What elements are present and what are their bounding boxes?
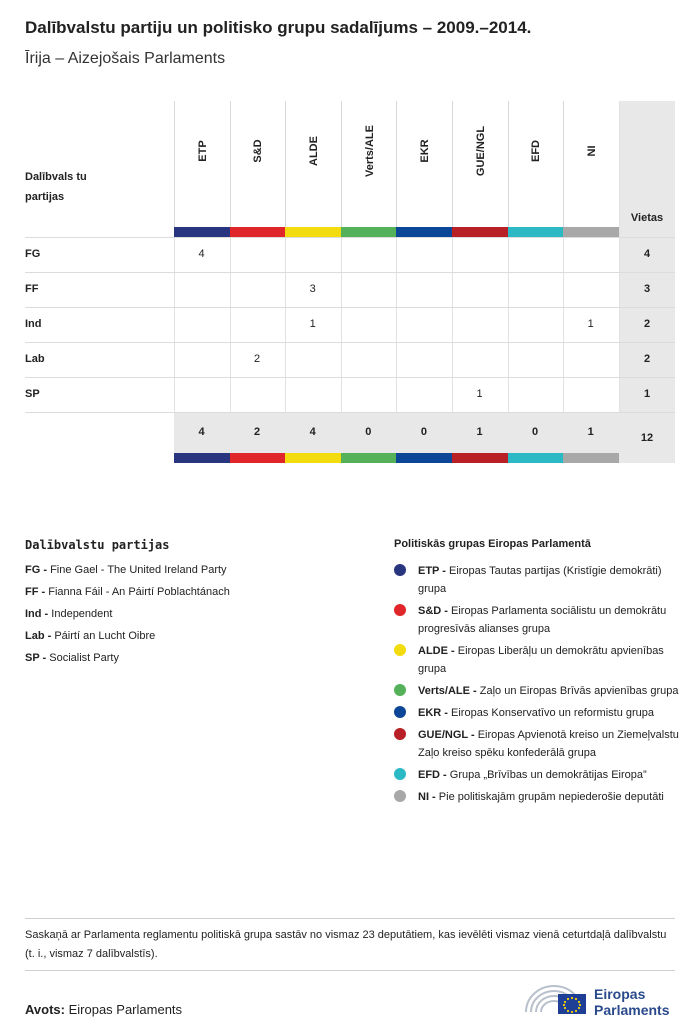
seat-cell bbox=[508, 377, 563, 412]
group-color-bar bbox=[285, 453, 341, 463]
group-color-bar bbox=[563, 453, 619, 463]
row-seat-total: 4 bbox=[643, 248, 651, 260]
group-name: Eiropas Tautas partijas (Kristīgie demokrāti) grupa bbox=[418, 565, 662, 595]
party-abbr: SP - bbox=[25, 652, 47, 664]
party-legend-item bbox=[25, 628, 230, 650]
party-abbr: FG - bbox=[25, 564, 47, 576]
group-abbr: GUE/NGL - bbox=[418, 729, 475, 741]
seat-cell bbox=[174, 307, 229, 342]
group-legend-item bbox=[394, 788, 684, 806]
party-row-label: FG bbox=[25, 248, 41, 260]
group-color-dot-icon bbox=[394, 644, 406, 656]
party-row-label: SP bbox=[25, 388, 40, 400]
divider bbox=[25, 970, 675, 971]
seat-cell bbox=[396, 342, 451, 377]
group-column-header bbox=[396, 101, 453, 227]
seat-cell bbox=[341, 307, 396, 342]
group-abbr: Verts/ALE - bbox=[418, 685, 477, 697]
group-column-header bbox=[452, 101, 509, 227]
group-label: EKR bbox=[419, 139, 432, 163]
group-abbr: ETP - bbox=[418, 565, 446, 577]
distribution-table bbox=[25, 101, 675, 463]
group-column-header bbox=[285, 101, 342, 227]
seat-cell: 1 bbox=[587, 318, 594, 330]
group-total: 1 bbox=[587, 426, 594, 438]
seat-cell bbox=[452, 237, 507, 272]
group-label: GUE/NGL bbox=[474, 125, 487, 177]
rules-note: Saskaņā ar Parlamenta reglamentu politiskā grupa sastāv no vismaz 23 deputātiem, kas ievēlēti vismaz vienā ceturtdaļā dalībvalstu (t. i., vismaz 7 dalībvalstīs). bbox=[25, 929, 667, 960]
source-label: Avots: bbox=[25, 1002, 65, 1017]
group-label: NI bbox=[585, 145, 598, 157]
seat-cell bbox=[563, 377, 618, 412]
row-seat-total: 1 bbox=[643, 388, 651, 400]
group-column-header bbox=[563, 101, 620, 227]
seat-cell bbox=[452, 272, 507, 307]
group-color-bar bbox=[396, 227, 452, 237]
group-label: Verts/ALE bbox=[363, 125, 376, 177]
seat-cell: 2 bbox=[254, 353, 261, 365]
seat-cell bbox=[396, 377, 451, 412]
source-value: Eiropas Parlaments bbox=[68, 1002, 183, 1017]
seats-column-header: Vietas bbox=[630, 212, 664, 224]
group-column-header bbox=[230, 101, 287, 227]
row-seat-total: 2 bbox=[643, 353, 651, 365]
seat-cell bbox=[396, 307, 451, 342]
group-abbr: S&D - bbox=[418, 605, 448, 617]
group-name: Grupa „Brīvības un demokrātijas Eiropa” bbox=[449, 769, 647, 781]
seat-cell bbox=[508, 272, 563, 307]
seat-cell bbox=[341, 377, 396, 412]
group-color-bar bbox=[285, 227, 341, 237]
group-total: 0 bbox=[532, 426, 539, 438]
group-color-dot-icon bbox=[394, 728, 406, 740]
group-color-bar bbox=[508, 453, 564, 463]
group-name: Zaļo un Eiropas Brīvās apvienības grupa bbox=[479, 685, 679, 697]
seat-cell bbox=[285, 237, 340, 272]
seat-cell bbox=[452, 342, 507, 377]
page-subtitle: Īrija – Aizejošais Parlaments bbox=[25, 50, 226, 67]
party-legend-item bbox=[25, 562, 230, 584]
group-label: ETP bbox=[196, 140, 209, 162]
seat-cell bbox=[230, 377, 285, 412]
group-legend-item bbox=[394, 682, 684, 700]
seat-cell bbox=[563, 272, 618, 307]
group-column-header bbox=[508, 101, 565, 227]
group-total: 4 bbox=[198, 426, 205, 438]
seat-cell bbox=[285, 342, 340, 377]
source-line bbox=[25, 1002, 182, 1017]
seat-cell: 4 bbox=[198, 248, 205, 260]
group-abbr: NI - bbox=[418, 791, 436, 803]
party-name: Páirtí an Lucht Oibre bbox=[54, 630, 156, 642]
page-title: Dalībvalstu partiju un politisko grupu sadalījums – 2009.–2014. bbox=[25, 18, 532, 37]
group-name: Eiropas Konservatīvo un reformistu grupa bbox=[451, 707, 655, 719]
group-color-dot-icon bbox=[394, 706, 406, 718]
group-color-bar bbox=[230, 227, 286, 237]
group-color-dot-icon bbox=[394, 604, 406, 616]
group-color-dot-icon bbox=[394, 790, 406, 802]
group-column-header bbox=[341, 101, 398, 227]
group-color-bar bbox=[396, 453, 452, 463]
party-row-label: Lab bbox=[25, 353, 45, 365]
party-row-label: Ind bbox=[25, 318, 42, 330]
group-color-bar bbox=[508, 227, 564, 237]
party-row-label: FF bbox=[25, 283, 39, 295]
group-total: 0 bbox=[420, 426, 427, 438]
group-color-bar bbox=[341, 227, 397, 237]
party-name: Fianna Fáil - An Páirtí Poblachtánach bbox=[48, 586, 230, 598]
group-label: ALDE bbox=[307, 136, 320, 166]
group-color-bar bbox=[230, 453, 286, 463]
seat-cell bbox=[396, 237, 451, 272]
seat-cell bbox=[508, 237, 563, 272]
seat-cell: 1 bbox=[309, 318, 316, 330]
group-abbr: ALDE - bbox=[418, 645, 455, 657]
party-column-header: Dalībvals tu partijas bbox=[25, 171, 87, 203]
seat-cell bbox=[563, 237, 618, 272]
group-abbr: EKR - bbox=[418, 707, 448, 719]
seat-cell bbox=[174, 377, 229, 412]
group-color-bar bbox=[174, 227, 230, 237]
logo-text-line: Eiropas bbox=[594, 986, 646, 1002]
group-legend-item bbox=[394, 704, 684, 722]
party-legend-item bbox=[25, 650, 230, 672]
group-label: S&D bbox=[252, 139, 265, 163]
group-abbr: EFD - bbox=[418, 769, 447, 781]
row-seat-total: 2 bbox=[643, 318, 651, 330]
party-legend-item bbox=[25, 606, 230, 628]
logo-text bbox=[594, 986, 669, 1018]
seat-cell bbox=[508, 307, 563, 342]
party-name: Fine Gael - The United Ireland Party bbox=[50, 564, 227, 576]
group-legend-item bbox=[394, 726, 684, 762]
seat-cell bbox=[452, 307, 507, 342]
group-legend-item bbox=[394, 602, 684, 638]
group-name: Eiropas Liberāļu un demokrātu apvienības grupa bbox=[418, 645, 664, 675]
european-parliament-logo bbox=[522, 978, 682, 1022]
seat-cell bbox=[341, 342, 396, 377]
group-legend bbox=[394, 562, 684, 810]
group-label: EFD bbox=[530, 140, 543, 162]
group-column-header bbox=[174, 101, 231, 227]
seat-cell bbox=[508, 342, 563, 377]
seat-cell bbox=[341, 237, 396, 272]
seat-cell: 1 bbox=[476, 388, 483, 400]
group-color-bar bbox=[452, 453, 508, 463]
party-abbr: Ind - bbox=[25, 608, 49, 620]
group-legend-item bbox=[394, 642, 684, 678]
group-legend-title: Politiskās grupas Eiropas Parlamentā bbox=[394, 538, 591, 550]
party-abbr: Lab - bbox=[25, 630, 52, 642]
seat-cell bbox=[563, 342, 618, 377]
group-color-bar bbox=[563, 227, 619, 237]
logo-text-line: Parlaments bbox=[594, 1002, 670, 1018]
group-color-dot-icon bbox=[394, 768, 406, 780]
seat-cell bbox=[396, 272, 451, 307]
party-legend-item bbox=[25, 584, 230, 606]
seat-cell bbox=[341, 272, 396, 307]
row-seat-total: 3 bbox=[643, 283, 651, 295]
party-legend bbox=[25, 562, 230, 672]
seat-cell: 3 bbox=[309, 283, 316, 295]
party-legend-title: Dalībvalstu partijas bbox=[25, 538, 170, 552]
group-color-bar bbox=[341, 453, 397, 463]
divider bbox=[25, 918, 675, 919]
group-color-bar bbox=[174, 453, 230, 463]
group-total: 4 bbox=[309, 426, 316, 438]
seat-cell bbox=[230, 237, 285, 272]
seat-cell bbox=[230, 307, 285, 342]
group-total: 0 bbox=[365, 426, 372, 438]
party-abbr: FF - bbox=[25, 586, 46, 598]
party-name: Independent bbox=[51, 608, 113, 620]
group-name: Pie politiskajām grupām nepiederošie deputāti bbox=[438, 791, 664, 803]
group-total: 1 bbox=[476, 426, 483, 438]
party-name: Socialist Party bbox=[49, 652, 119, 664]
group-name: Eiropas Apvienotā kreiso un Ziemeļvalstu Zaļo kreiso spēku konfederālā grupa bbox=[418, 729, 679, 759]
parliament-emblem-icon bbox=[522, 978, 588, 1018]
grand-total: 12 bbox=[640, 432, 654, 444]
seat-cell bbox=[230, 272, 285, 307]
group-color-dot-icon bbox=[394, 684, 406, 696]
group-legend-item bbox=[394, 766, 684, 784]
seat-cell bbox=[174, 342, 229, 377]
group-total: 2 bbox=[254, 426, 261, 438]
seat-cell bbox=[285, 377, 340, 412]
group-color-dot-icon bbox=[394, 564, 406, 576]
group-name: Eiropas Parlamenta sociālistu un demokrātu progresīvās alianses grupa bbox=[418, 605, 667, 635]
seat-cell bbox=[174, 272, 229, 307]
group-legend-item bbox=[394, 562, 684, 598]
group-color-bar bbox=[452, 227, 508, 237]
